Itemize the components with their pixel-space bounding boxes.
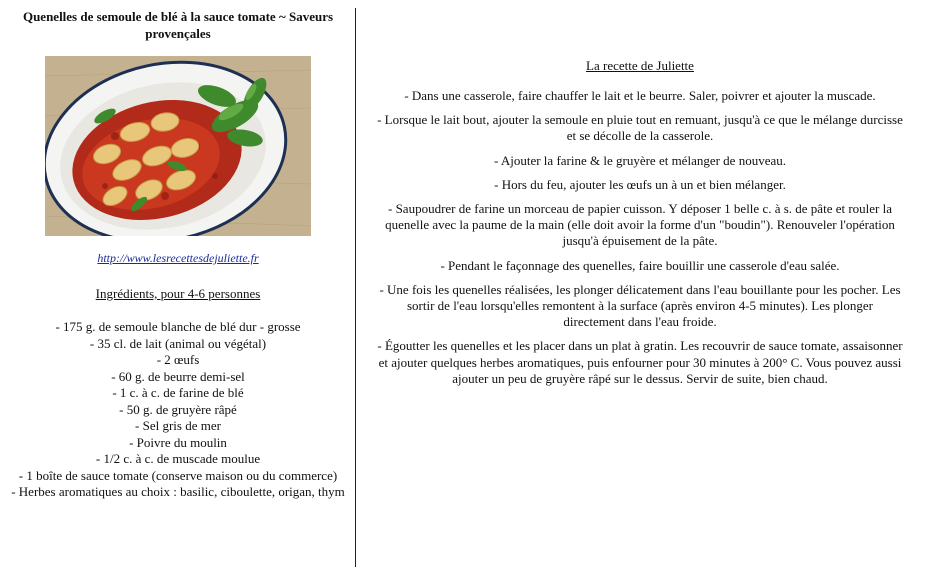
ingredient-item: - Herbes aromatiques au choix : basilic, ciboulette, origan, thym bbox=[11, 484, 345, 499]
recipe-step: - Pendant le façonnage des quenelles, faire bouillir une casserole d'eau salée. bbox=[440, 257, 840, 273]
recipe-step: - Dans une casserole, faire chauffer le lait et le beurre. Saler, poivrer et ajouter la muscade. bbox=[404, 88, 876, 103]
recipe-title: Quenelles de semoule de blé à la sauce tomate ~ Saveurs provençales bbox=[22, 9, 334, 41]
recipe-step: - Une fois les quenelles réalisées, les plonger délicatement dans l'eau bouillante pour les pocher. Les sortir de l'eau lorsqu'elles remontent à la surface (après environ 4-5 minutes). Les plonger directement dans l'eau froide. bbox=[379, 281, 901, 330]
ingredient-item: - 175 g. de semoule blanche de blé dur - grosse bbox=[55, 319, 301, 334]
ingredient-item: - Poivre du moulin bbox=[129, 434, 227, 450]
recipe-column bbox=[376, 0, 904, 571]
ingredients-column bbox=[0, 0, 356, 571]
ingredient-item: - 1 c. à c. de farine de blé bbox=[112, 385, 244, 400]
recipe-step: - Égoutter les quenelles et les placer dans un plat à gratin. Les recouvrir de sauce tomate, assaisonner et ajouter quelques herbes aromatiques, puis enfourner pour 30 minutes à 200° C. Vous pouvez aussi ajouter un peu de gruyère râpé sur le dessus. Servir de suite, bien chaud. bbox=[377, 338, 903, 386]
website-link[interactable]: http://www.lesrecettesdejuliette.fr bbox=[97, 251, 259, 265]
ingredients-heading: Ingrédients, pour 4-6 personnes bbox=[95, 286, 261, 301]
recipe-step: - Ajouter la farine & le gruyère et mélanger de nouveau. bbox=[493, 152, 786, 168]
recipe-heading: La recette de Juliette bbox=[586, 58, 694, 73]
ingredient-item: - 2 œufs bbox=[156, 352, 200, 367]
column-divider bbox=[355, 8, 356, 567]
ingredient-item: - 50 g. de gruyère râpé bbox=[119, 401, 237, 417]
ingredient-item: - 1/2 c. à c. de muscade moulue bbox=[95, 451, 261, 466]
ingredient-item: - 1 boîte de sauce tomate (conserve maison ou du commerce) bbox=[18, 467, 338, 483]
ingredient-item: - 60 g. de beurre demi-sel bbox=[111, 368, 245, 384]
recipe-step: - Hors du feu, ajouter les œufs un à un et bien mélanger. bbox=[494, 176, 786, 192]
ingredient-item: - Sel gris de mer bbox=[135, 418, 221, 433]
recipe-step: - Saupoudrer de farine un morceau de papier cuisson. Y déposer 1 belle c. à s. de pâte et rouler la quenelle avec la paume de la main (elle doit avoir la forme d'un "boudin"). Renouveler l'opération jusqu'à épuisement de la pâte. bbox=[385, 201, 895, 249]
ingredients-list bbox=[6, 319, 350, 501]
dish-photo bbox=[45, 56, 311, 236]
recipe-step: - Lorsque le lait bout, ajouter la semoule en pluie tout en remuant, jusqu'à ce que le mélange durcisse et se décolle de la casserole. bbox=[377, 112, 903, 144]
recipe-steps bbox=[376, 88, 904, 387]
ingredient-item: - 35 cl. de lait (animal ou végétal) bbox=[89, 335, 267, 351]
